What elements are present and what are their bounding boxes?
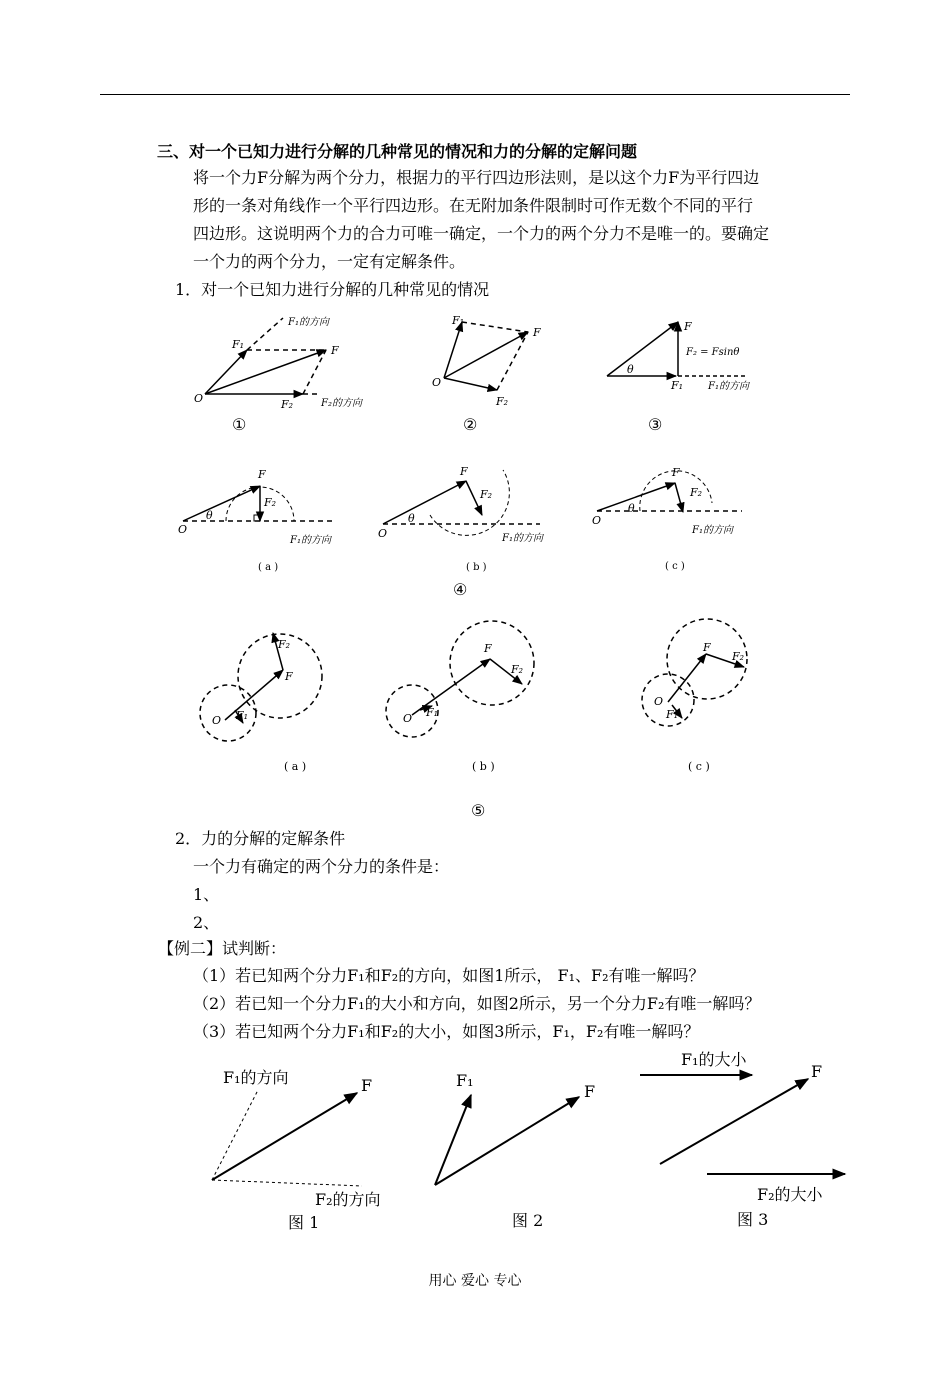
fig1-f1: F₁ [232, 338, 245, 351]
fig3-theta: θ [627, 363, 634, 376]
fig5a-caption: ( a ) [284, 760, 307, 773]
subsection-2-intro: 一个力有确定的两个分力的条件是： [193, 857, 450, 876]
fig4a-caption: ( a ) [258, 562, 279, 573]
fig5a-o: O [212, 714, 222, 727]
fig1-o: O [194, 392, 204, 405]
figure-number-1: ① [232, 415, 247, 434]
figure-4c [597, 471, 742, 512]
ex2-f: F [584, 1082, 596, 1101]
para-line-4: 一个力的两个分力，一定有定解条件。 [193, 252, 466, 271]
fig1-f: F [331, 344, 339, 357]
fig2-f: F [533, 326, 541, 339]
para-line-1: 将一个力F分解为两个分力，根据力的平行四边形法则，是以这个力F为平行四边 [193, 168, 760, 187]
condition-item-2: 2、 [193, 913, 220, 932]
figure-number-3: ③ [648, 415, 663, 434]
fig4c-f1dir: F₁的方向 [692, 525, 733, 536]
figure-2-parallelogram [444, 322, 528, 390]
fig5b-f2: F₂ [511, 663, 524, 676]
fig4a-theta: θ [206, 509, 213, 522]
ex1-f: F [361, 1076, 373, 1095]
ex2-f1: F₁ [456, 1071, 474, 1090]
fig3-f2eq: F₂ = Fsinθ [686, 347, 740, 358]
fig5c-caption: ( c ) [688, 760, 710, 773]
fig4c-theta: θ [628, 502, 635, 515]
fig4c-caption: ( c ) [665, 561, 685, 572]
fig5a-f2: F₂ [278, 638, 291, 651]
fig4a-o: O [178, 523, 188, 536]
para-line-3: 四边形。这说明两个力的合力可唯一确定，一个力的两个分力不是唯一的。要确定 [193, 224, 770, 243]
ex3-f1size: F₁的大小 [681, 1050, 747, 1069]
fig5b-f1: F₁ [426, 706, 439, 719]
fig4b-f: F [460, 465, 468, 478]
fig3-f: F [684, 320, 692, 333]
example-figure-3 [640, 1075, 845, 1174]
fig2-f2: F₂ [496, 395, 509, 408]
ex1-f1dir: F₁的方向 [223, 1068, 289, 1087]
example-question-3: （3）若已知两个分力F₁和F₂的大小，如图3所示，F₁，F₂有唯一解吗？ [193, 1022, 700, 1041]
fig5c-o: O [654, 695, 664, 708]
ex3-f2size: F₂的大小 [757, 1185, 823, 1204]
fig5c-f2: F₂ [732, 650, 745, 663]
page-footer: 用心 爱心 专心 [428, 1273, 522, 1289]
ex-caption-1: 图 1 [288, 1213, 320, 1232]
fig4b-caption: ( b ) [466, 562, 487, 573]
ex3-f: F [811, 1062, 823, 1081]
fig4b-o: O [378, 527, 388, 540]
fig4c-f2: F₂ [690, 486, 703, 499]
fig5b-caption: ( b ) [472, 760, 495, 773]
section-heading: 三、对一个已知力进行分解的几种常见的情况和力的分解的定解问题 [157, 142, 638, 161]
subsection-1-title: 1．对一个已知力进行分解的几种常见的情况 [175, 280, 490, 299]
fig5c-f: F [703, 641, 711, 654]
figure-4b [383, 470, 540, 535]
fig4b-f1dir: F₁的方向 [502, 533, 543, 544]
fig4a-f: F [258, 468, 266, 481]
example-figure-2 [435, 1095, 579, 1185]
fig1-f1dir: F₁的方向 [288, 317, 329, 328]
fig4a-f2: F₂ [264, 496, 277, 509]
ex1-f2dir: F₂的方向 [315, 1190, 381, 1209]
fig5c-f1: F₁ [666, 708, 679, 721]
ex-caption-3: 图 3 [737, 1210, 769, 1229]
fig4a-f1dir: F₁的方向 [290, 535, 331, 546]
fig4c-o: O [592, 514, 602, 527]
example-question-2: （2）若已知一个分力F₁的大小和方向，如图2所示，另一个分力F₂有唯一解吗？ [193, 994, 761, 1013]
fig4c-f: F [672, 466, 680, 479]
fig5b-f: F [484, 642, 492, 655]
fig2-f1: F₁ [452, 314, 465, 327]
fig4b-theta: θ [408, 512, 415, 525]
ex-caption-2: 图 2 [512, 1211, 544, 1230]
example-question-1: （1）若已知两个分力F₁和F₂的方向，如图1所示， F₁、F₂有唯一解吗？ [193, 966, 705, 985]
fig5a-f: F [285, 670, 293, 683]
figure-number-4: ④ [453, 580, 468, 599]
para-line-2: 形的一条对角线作一个平行四边形。在无附加条件限制时可作无数个不同的平行 [193, 196, 754, 215]
fig5a-f1: F₁ [236, 709, 249, 722]
fig2-o: O [432, 376, 442, 389]
figure-5c [642, 619, 747, 726]
fig4b-f2: F₂ [480, 488, 493, 501]
fig1-f2dir: F₂的方向 [321, 398, 362, 409]
subsection-2-title: 2．力的分解的定解条件 [175, 829, 346, 848]
example-title: 【例二】试判断： [158, 939, 287, 958]
fig1-f2: F₂ [281, 398, 294, 411]
figure-number-2: ② [463, 415, 478, 434]
figure-number-5: ⑤ [471, 801, 486, 820]
fig3-f1: F₁ [671, 379, 684, 392]
fig3-f1dir: F₁的方向 [708, 381, 749, 392]
figure-1-parallelogram [205, 318, 326, 394]
condition-item-1: 1、 [193, 885, 220, 904]
fig5b-o: O [403, 712, 413, 725]
example-figure-1 [212, 1090, 362, 1186]
